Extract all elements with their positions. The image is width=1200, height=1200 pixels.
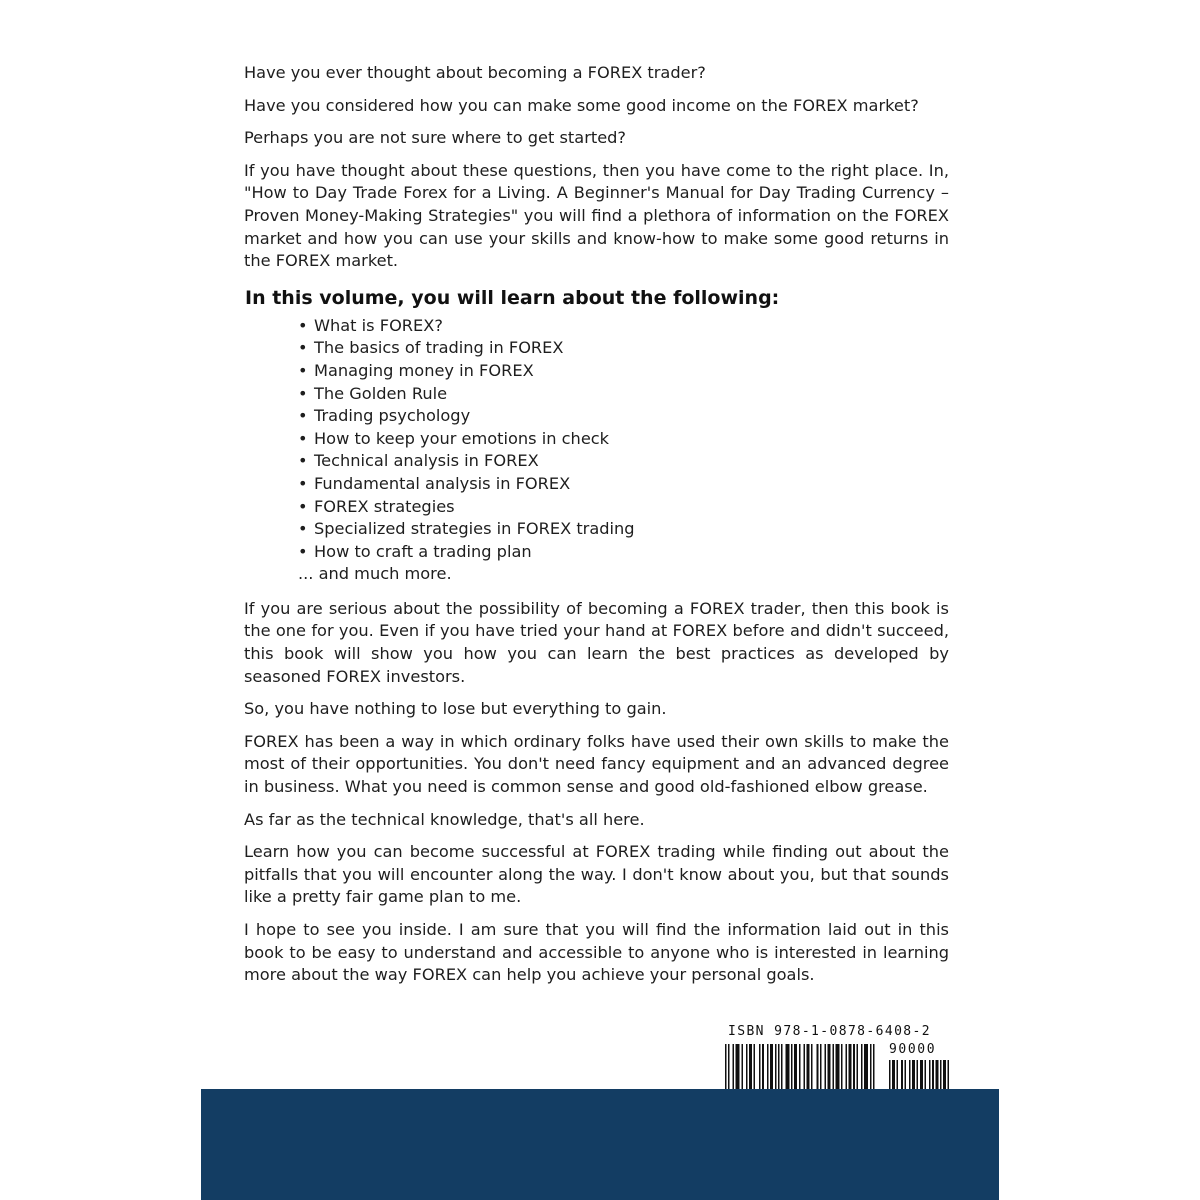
list-item bbox=[298, 360, 949, 383]
list-item bbox=[298, 473, 949, 496]
outro-paragraph-3: FOREX has been a way in which ordinary folks have used their own skills to make the most of their opportunities. You don't need fancy equipment and an advanced degree in business. What you need is common sense and good old-fashioned elbow grease. bbox=[244, 731, 949, 797]
list-item-text: The basics of trading in FOREX bbox=[314, 338, 564, 358]
list-item-text: Trading psychology bbox=[314, 406, 471, 426]
isbn-label: ISBN 978-1-0878-6408-2 bbox=[728, 1024, 931, 1039]
list-item-text: The Golden Rule bbox=[314, 383, 448, 403]
list-item bbox=[298, 496, 949, 519]
outro-paragraph-5: Learn how you can become successful at FOREX trading while finding out about the pitfalls that you will encounter along the way. I don't know about you, but that sounds like a pretty fair game plan to me. bbox=[244, 842, 949, 907]
intro-paragraph-1: Have you ever thought about becoming a FOREX trader? bbox=[244, 63, 706, 82]
list-item-text: How to keep your emotions in check bbox=[314, 428, 610, 448]
outro-paragraph-4: As far as the technical knowledge, that's all here. bbox=[244, 809, 645, 829]
list-item-text: How to craft a trading plan bbox=[314, 541, 532, 561]
book-back-cover bbox=[201, 0, 999, 1200]
intro-paragraph-2: Have you considered how you can make some good income on the FOREX market? bbox=[244, 95, 919, 115]
list-item bbox=[298, 337, 949, 360]
list-item-text: FOREX strategies bbox=[314, 496, 455, 516]
bullet-icon: • bbox=[298, 451, 308, 471]
barcode-addon-code: 90000 bbox=[889, 1042, 937, 1057]
bullet-icon: • bbox=[298, 428, 308, 448]
bottom-color-band bbox=[201, 1089, 999, 1200]
bullet-icon: • bbox=[298, 338, 308, 358]
list-item-text: Fundamental analysis in FOREX bbox=[314, 473, 571, 493]
outro-paragraph-6: I hope to see you inside. I am sure that you will find the information laid out in this book to be easy to understand and accessible to anyone who is interested in learning more about the way FOREX can help you achieve your personal goals. bbox=[244, 920, 949, 985]
outro-paragraph-1: If you are serious about the possibility of becoming a FOREX trader, then this book is the one for you. Even if you have tried your hand at FOREX before and didn't succeed, this book will show you how you can learn the best practices as developed by seasoned FOREX investors. bbox=[244, 598, 949, 686]
list-item bbox=[298, 450, 949, 473]
list-item-text: Specialized strategies in FOREX trading bbox=[314, 519, 635, 539]
list-item-text: Managing money in FOREX bbox=[314, 360, 534, 380]
intro-paragraph-3: Perhaps you are not sure where to get started? bbox=[244, 128, 627, 148]
intro-paragraph-4: If you have thought about these questions, then you have come to the right place. In, "How to Day Trade Forex for a Living. A Beginner's Manual for Day Trading Currency – Proven Money-Making Strategies" you will find a plethora of information on the FOREX market and how you can use your skills and know-how to make some good returns in the FOREX market. bbox=[244, 160, 949, 271]
list-item bbox=[298, 518, 949, 541]
bullet-icon: • bbox=[298, 541, 308, 561]
blurb-content bbox=[244, 62, 949, 997]
learn-heading: In this volume, you will learn about the following: bbox=[245, 286, 780, 309]
list-item bbox=[298, 428, 949, 451]
and-much-more: ... and much more. bbox=[298, 564, 452, 584]
bullet-icon: • bbox=[298, 315, 308, 335]
bullet-icon: • bbox=[298, 360, 308, 380]
bullet-icon: • bbox=[298, 406, 308, 426]
list-item-text: Technical analysis in FOREX bbox=[314, 451, 539, 471]
list-item bbox=[298, 383, 949, 406]
outro-paragraph-2: So, you have nothing to lose but everything to gain. bbox=[244, 699, 667, 719]
list-item bbox=[298, 541, 949, 564]
bullet-icon: • bbox=[298, 383, 308, 403]
list-item-text: What is FOREX? bbox=[314, 315, 443, 335]
learn-list bbox=[298, 315, 949, 564]
list-item bbox=[298, 405, 949, 428]
bullet-icon: • bbox=[298, 496, 308, 516]
bullet-icon: • bbox=[298, 519, 308, 539]
bullet-icon: • bbox=[298, 473, 308, 493]
list-item bbox=[298, 315, 949, 338]
